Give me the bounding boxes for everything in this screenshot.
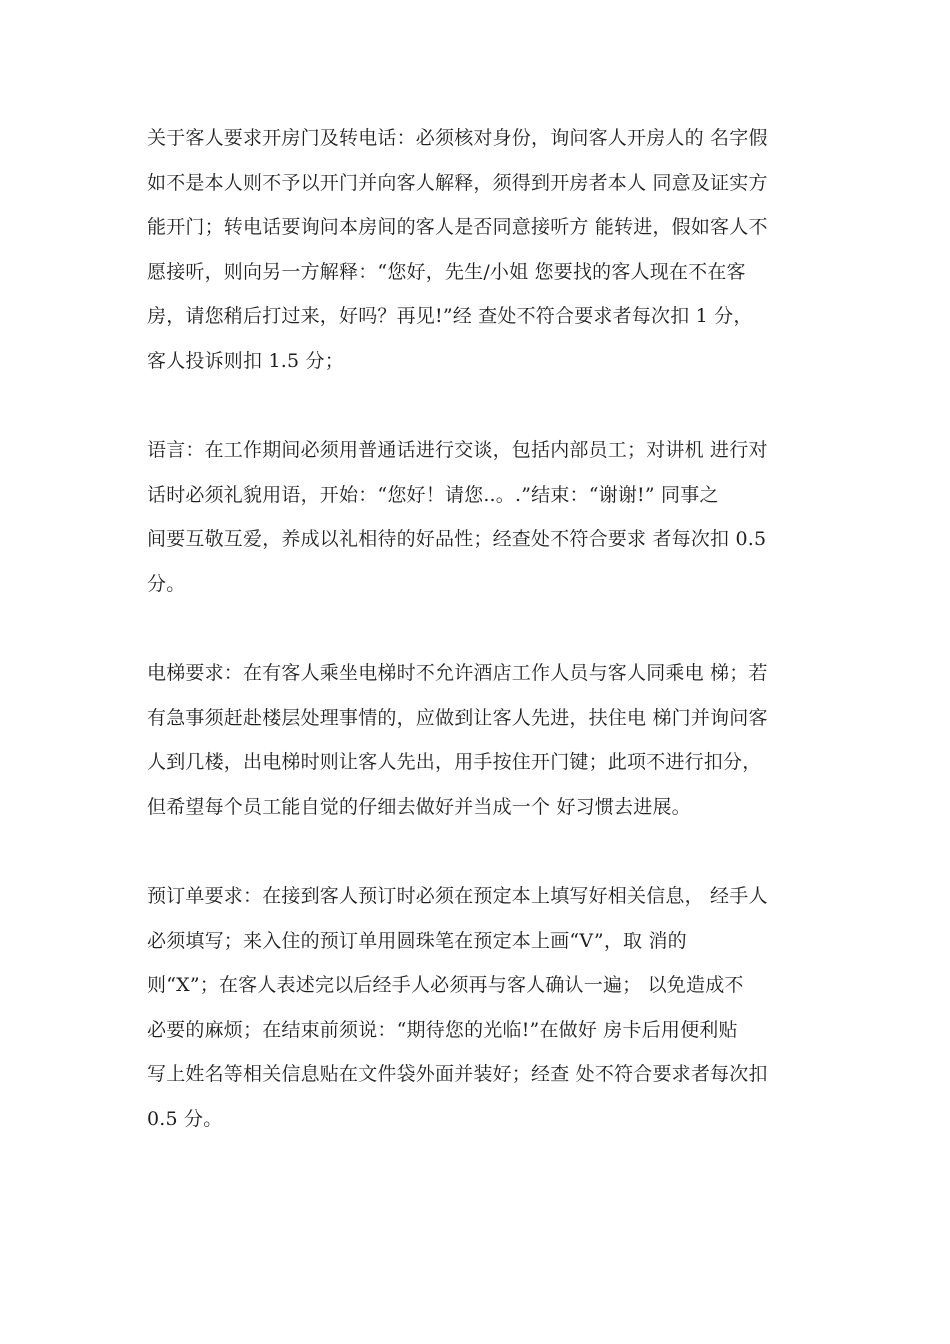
paragraph-spacer: [147, 606, 817, 651]
text-line: 必须填写；来入住的预订单用圆珠笔在预定本上画“V”，取 消的: [147, 929, 687, 952]
text-line: 预订单要求：在接到客人预订时必须在预定本上填写好相关信息， 经手人: [147, 885, 768, 907]
paragraph-language: [147, 428, 817, 606]
paragraph-room-door-and-calls: [147, 116, 817, 383]
text-line: 电梯要求：在有客人乘坐电梯时不允许酒店工作人员与客人同乘电 梯；若: [147, 662, 768, 684]
document-body: [147, 116, 817, 1141]
text-line: 但希望每个员工能自觉的仔细去做好并当成一个 好习惯去进展。: [147, 795, 691, 818]
text-line: 则“X”；在客人表述完以后经手人必须再与客人确认一遍； 以免造成不: [147, 974, 744, 996]
text-line: 有急事须赶赴楼层处理事情的，应做到让客人先进，扶住电 梯门并询问客: [147, 706, 768, 729]
text-line: 间要互敬互爱，养成以礼相待的好品性；经查处不符合要求 者每次扣 0.5: [147, 528, 767, 550]
text-line: 房，请您稍后打过来，好吗？再见!”经 查处不符合要求者每次扣 1 分，: [147, 305, 753, 327]
text-line: 必要的麻烦；在结束前须说：“期待您的光临!”在做好 房卡后用便利贴: [147, 1018, 738, 1041]
text-line: 如不是本人则不予以开门并向客人解释，须得到开房者本人 同意及证实方: [147, 171, 768, 194]
text-line: 关于客人要求开房门及转电话：必须核对身份，询问客人开房人的 名字假: [147, 127, 768, 149]
paragraph-spacer: [147, 829, 817, 874]
paragraph-booking: [147, 874, 817, 1141]
text-line: 客人投诉则扣 1.5 分；: [147, 349, 344, 372]
text-line: 愿接听，则向另一方解释：“您好，先生/小姐 您要找的客人现在不在客: [147, 260, 746, 283]
text-line: 能开门；转电话要询问本房间的客人是否同意接听方 能转进，假如客人不: [147, 216, 768, 238]
text-line: 写上姓名等相关信息贴在文件袋外面并装好；经查 处不符合要求者每次扣: [147, 1063, 768, 1085]
text-line: 语言：在工作期间必须用普通话进行交谈，包括内部员工；对讲机 进行对: [147, 439, 768, 461]
text-line: 人到几楼，出电梯时则让客人先出，用手按住开门键；此项不进行扣分，: [147, 751, 762, 773]
text-line: 话时必须礼貌用语，开始：“您好！请您..。.”结束：“谢谢!” 同事之: [147, 483, 719, 506]
paragraph-spacer: [147, 383, 817, 428]
text-line: 0.5 分。: [147, 1107, 223, 1130]
paragraph-elevator: [147, 651, 817, 829]
text-line: 分。: [147, 572, 186, 595]
